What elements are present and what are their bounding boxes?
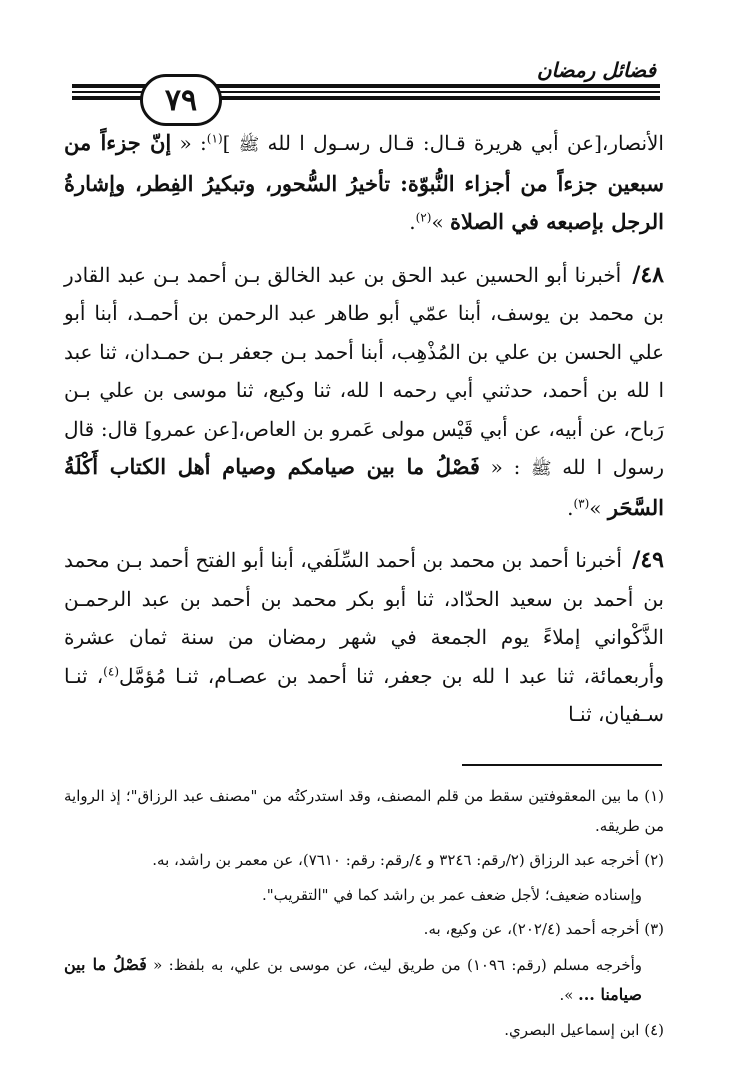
isnad-49: أخبرنا أحمد بن محمد بن أحمد السِّلَفي، أبنا أبو الفتح أحمد بـن محمد بن أحمد بن سعيد الحدّاد، ثنا أبو بكر محمد بن أحمد بن عبد الرحمـن الذَّكْواني إملاءً يوم الجمعة في شهر رمضان من سنة ثمان عشرة وأربعمائة، ثنا عبد ا لله بن جعفر، ثنا أحمد بن عصـام، ثنـا مُؤمَّل — [64, 548, 664, 688]
running-title: فضائل رمضان — [536, 58, 656, 82]
hadith-text-1: إنّ جزءاً من سبعين جزءاً من أجزاء النُّبوّة: تأخيرُ السُّحور، وتبكيرُ الفِطر، وإشارةُ الرجل بإصبعه في الصلاة — [64, 130, 664, 234]
footnote-2: (٢) أخرجه عبد الرزاق (٢/رقم: ٣٢٤٦ و ٤/رقم: رقم: ٧٦١٠)، عن معمر بن راشد، به. — [152, 851, 664, 869]
paragraph-1 — [64, 124, 664, 242]
footnote-ref-2: (٢) — [415, 210, 432, 225]
footnote-separator — [462, 764, 662, 766]
footnote-3-hadith: فَصْلُ ما بين صيامنا ... — [64, 954, 642, 1004]
isnad-49-cont: ، ثنـا سـفيان، ثنـا — [64, 663, 664, 726]
page-number: ٧٩ — [140, 74, 222, 126]
p2-quote-close: » — [589, 495, 608, 520]
p1-quote-close: » — [431, 210, 451, 234]
paragraph-49 — [64, 541, 664, 734]
footnote-4: (٤) ابن إسماعيل البصري. — [504, 1020, 664, 1039]
p1-quote-open: : « — [171, 131, 207, 155]
footnote-3-text: وأخرجه مسلم (رقم: ١٠٩٦) من طريق ليث، عن موسى بن علي، به بلفظ: « — [146, 955, 643, 974]
hadith-number-48: ٤٨/ — [632, 261, 664, 288]
p1-end: . — [409, 210, 416, 234]
salutation-glyph: ﷺ — [238, 135, 260, 155]
p1-bracket: ] — [222, 131, 239, 155]
footnote-ref-3: (٣) — [573, 495, 590, 510]
paragraph-48 — [64, 256, 664, 528]
hadith-text-48: فَصْلُ ما بين صيامكم وصيام أهل الكتاب أَكْلَةُ السَّحَر — [64, 454, 664, 520]
footnote-1: (١) ما بين المعقوفتين سقط من قلم المصنف، وقد استدركتُه من "مصنف عبد الرزاق"؛ إذ الرواية من طريقه. — [64, 787, 664, 835]
p2-quote-open: : « — [479, 455, 532, 479]
footnote-3: (٣) أخرجه أحمد (٢٠٢/٤)، عن وكيع، به. — [423, 920, 664, 938]
salutation-glyph: ﷺ — [531, 459, 552, 479]
p2-end: . — [567, 495, 574, 520]
hadith-number-49: ٤٩/ — [632, 547, 664, 573]
main-text — [64, 124, 664, 734]
footnote-ref-4: (٤) — [103, 663, 119, 678]
footnote-2-continued: وإسناده ضعيف؛ لأجل ضعف عمر بن راشد كما في "التقريب". — [261, 885, 642, 904]
isnad-48: أخبرنا أبو الحسين عبد الحق بن عبد الخالق بـن أحمد بـن عبد القادر بن محمد بن يوسف، أبنا عمّي أبو طاهر عبد الرحمن بن أحمـد، أبنا أبو علي الحسن بن علي بن المُذْهِب، أبنا أحمد بـن جعفر بـن حمـدان، ثنا عبد ا لله بن أحمد، حدثني أبي رحمه ا لله، ثنا وكيع، ثنا موسى بن علي بـن رَباح، عن أبيه، عن أبي قَيْس مولى عَمرو بن العاص،[عن عمرو] قال: قال رسول ا لله — [64, 262, 665, 479]
p1-text: الأنصار،[عن أبي هريرة قـال: قـال رسـول ا لله — [259, 131, 664, 155]
footnote-3-end: ». — [559, 986, 579, 1004]
footnote-3-continued — [64, 950, 664, 1011]
footnote-ref-1: (١) — [206, 131, 223, 146]
footnotes — [64, 782, 664, 1050]
